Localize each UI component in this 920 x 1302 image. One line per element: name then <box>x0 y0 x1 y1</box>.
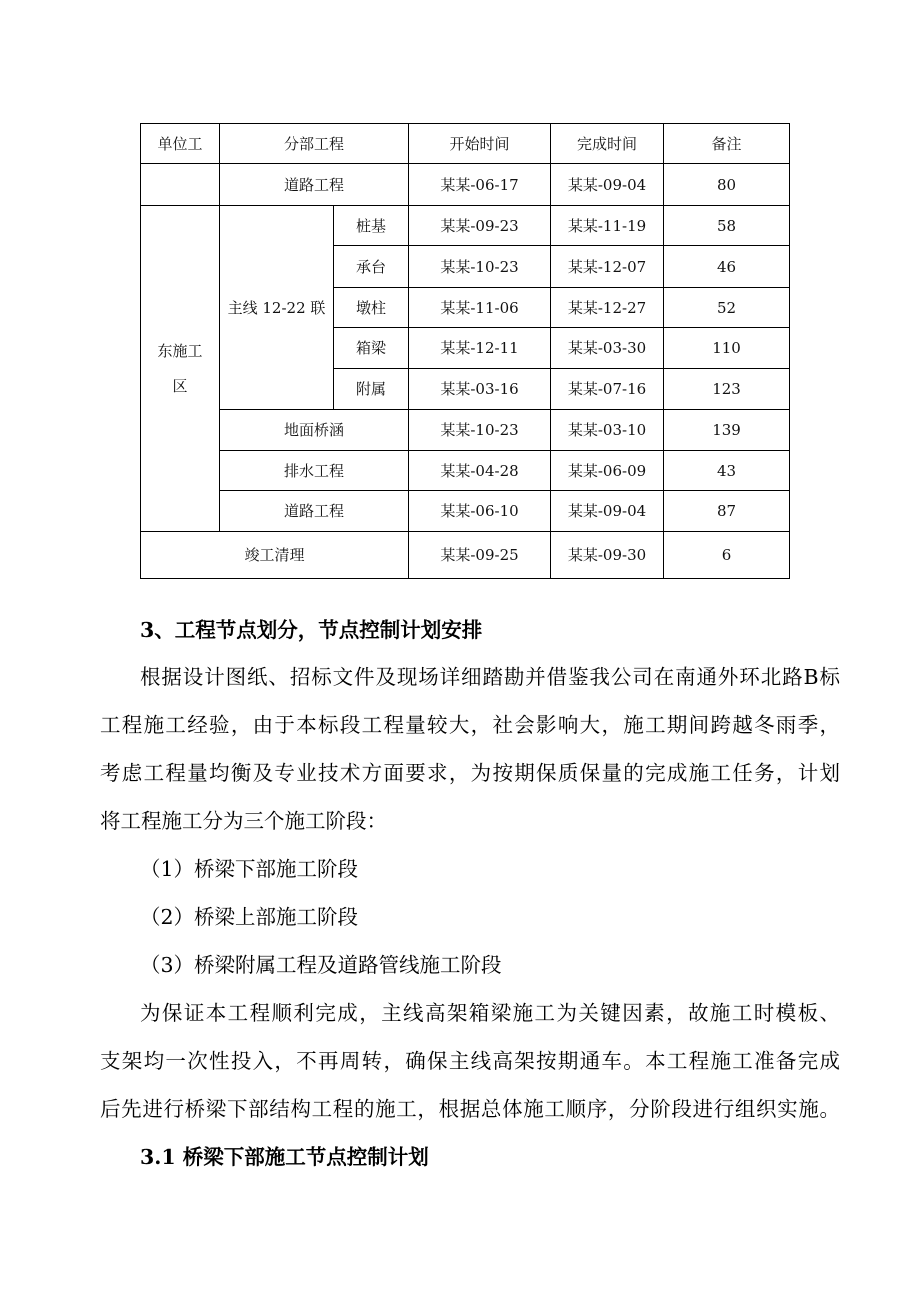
sub-item-cell: 墩柱 <box>334 288 409 328</box>
start-date-cell: 某某-04-28 <box>409 451 551 491</box>
sub-item-cell: 桩基 <box>334 206 409 246</box>
paragraph-line: 为保证本工程顺利完成，主线高架箱梁施工为关键因素，故施工时模板、 <box>140 1001 840 1025</box>
table-row <box>141 164 790 206</box>
item-cell: 道路工程 <box>220 164 409 206</box>
header-start-date: 开始时间 <box>409 124 551 164</box>
table-row <box>141 532 790 579</box>
sub-item-cell: 承台 <box>334 246 409 288</box>
header-end-date: 完成时间 <box>551 124 664 164</box>
start-date-cell: 某某-09-23 <box>409 206 551 246</box>
start-date-cell: 某某-11-06 <box>409 288 551 328</box>
end-date-cell: 某某-09-04 <box>551 491 664 532</box>
note-cell: 110 <box>664 328 790 369</box>
unit-cell-east-zone <box>141 206 220 532</box>
start-date-cell: 某某-10-23 <box>409 246 551 288</box>
item-cell: 地面桥涵 <box>220 410 409 451</box>
start-date-cell: 某某-09-25 <box>409 532 551 579</box>
note-cell: 139 <box>664 410 790 451</box>
end-date-cell: 某某-09-30 <box>551 532 664 579</box>
paragraph-line: 后先进行桥梁下部结构工程的施工，根据总体施工顺序，分阶段进行组织实施。 <box>100 1097 840 1121</box>
mainline-cell: 主线 12-22 联 <box>220 206 334 410</box>
end-date-cell: 某某-11-19 <box>551 206 664 246</box>
subsection-heading: 3.1 桥梁下部施工节点控制计划 <box>140 1145 429 1169</box>
stage-item: （2）桥梁上部施工阶段 <box>140 905 359 929</box>
paragraph-line: 考虑工程量均衡及专业技术方面要求，为按期保质保量的完成施工任务，计划 <box>100 761 840 785</box>
note-cell: 123 <box>664 369 790 410</box>
end-date-cell: 某某-07-16 <box>551 369 664 410</box>
start-date-cell: 某某-12-11 <box>409 328 551 369</box>
header-sub-project: 分部工程 <box>220 124 409 164</box>
paragraph-line: 支架均一次性投入，不再周转，确保主线高架按期通车。本工程施工准备完成 <box>100 1049 840 1073</box>
note-cell: 87 <box>664 491 790 532</box>
paragraph-line: 将工程施工分为三个施工阶段： <box>100 809 387 833</box>
unit-cell-empty <box>141 164 220 206</box>
end-date-cell: 某某-03-30 <box>551 328 664 369</box>
end-date-cell: 某某-09-04 <box>551 164 664 206</box>
paragraph-line: 根据设计图纸、招标文件及现场详细踏勘并借鉴我公司在南通外环北路B标 <box>140 665 840 689</box>
item-cell: 排水工程 <box>220 451 409 491</box>
schedule-table <box>140 123 790 579</box>
table-row <box>141 206 790 246</box>
sub-item-cell: 箱梁 <box>334 328 409 369</box>
table-row <box>141 410 790 451</box>
end-date-cell: 某某-12-07 <box>551 246 664 288</box>
stage-item: （1）桥梁下部施工阶段 <box>140 857 359 881</box>
zone-label-line: 区 <box>172 376 188 395</box>
end-date-cell: 某某-12-27 <box>551 288 664 328</box>
note-cell: 80 <box>664 164 790 206</box>
header-unit: 单位工 <box>141 124 220 164</box>
section-heading: 3、工程节点划分，节点控制计划安排 <box>140 618 483 642</box>
table-row <box>141 491 790 532</box>
start-date-cell: 某某-03-16 <box>409 369 551 410</box>
item-cell: 道路工程 <box>220 491 409 532</box>
note-cell: 6 <box>664 532 790 579</box>
end-date-cell: 某某-06-09 <box>551 451 664 491</box>
start-date-cell: 某某-06-17 <box>409 164 551 206</box>
note-cell: 52 <box>664 288 790 328</box>
zone-label-line: 东施工 <box>157 341 203 360</box>
note-cell: 46 <box>664 246 790 288</box>
note-cell: 43 <box>664 451 790 491</box>
header-note: 备注 <box>664 124 790 164</box>
end-date-cell: 某某-03-10 <box>551 410 664 451</box>
note-cell: 58 <box>664 206 790 246</box>
table-row <box>141 451 790 491</box>
sub-item-cell: 附属 <box>334 369 409 410</box>
start-date-cell: 某某-06-10 <box>409 491 551 532</box>
section-body <box>100 608 840 1181</box>
table-header-row <box>141 124 790 164</box>
stage-item: （3）桥梁附属工程及道路管线施工阶段 <box>140 953 502 977</box>
paragraph-line: 工程施工经验，由于本标段工程量较大，社会影响大，施工期间跨越冬雨季， <box>100 713 840 737</box>
start-date-cell: 某某-10-23 <box>409 410 551 451</box>
item-cell: 竣工清理 <box>141 532 409 579</box>
